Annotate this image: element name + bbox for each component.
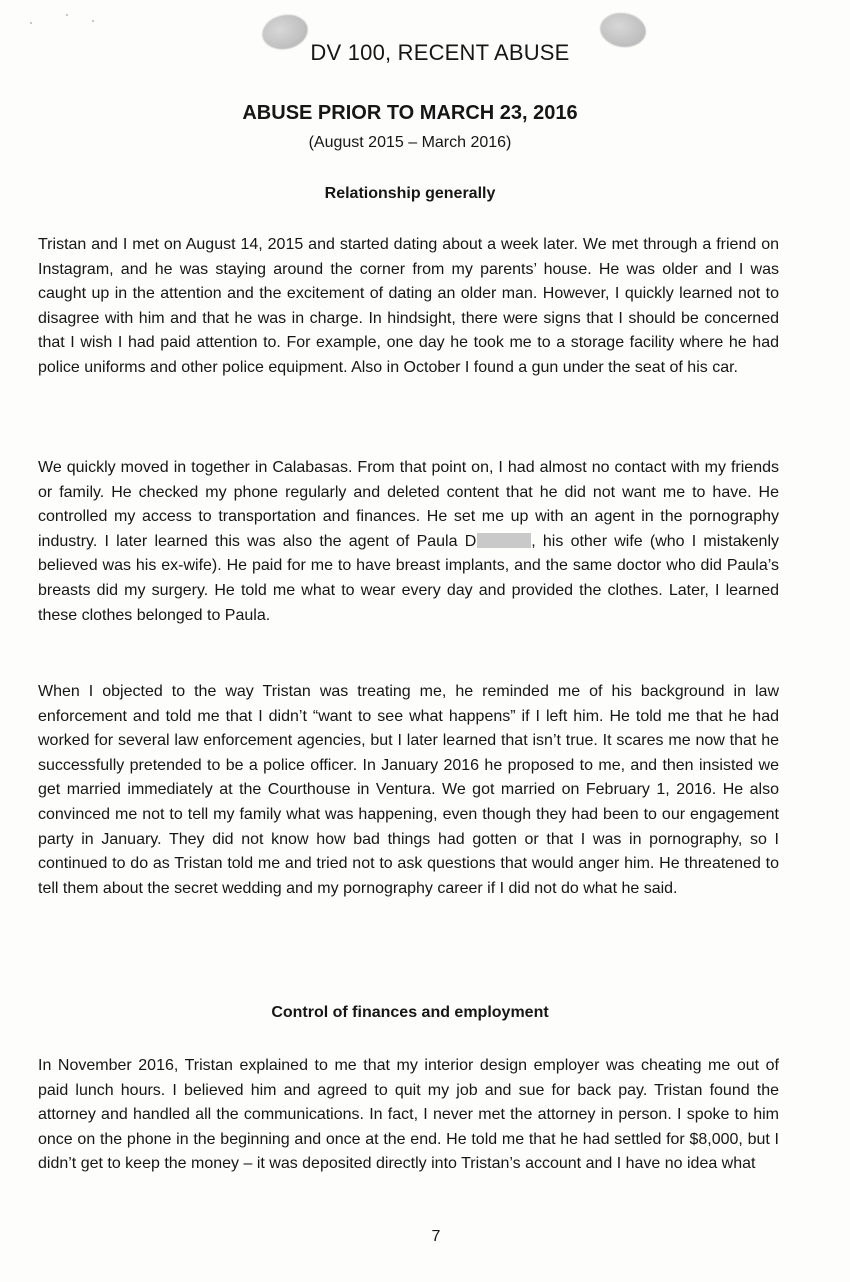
page-number: 7 [431,1228,441,1245]
section-heading-relationship: Relationship generally [324,185,496,202]
header-title: DV 100, RECENT ABUSE [310,40,570,65]
paragraph-relationship-1: Tristan and I met on August 14, 2015 and started dating about a week later. We met through a friend on Instagram, and he was staying around the corner from my parents’ house. He was older and I was caught up in the attention and the excitement of dating an older man. However, I quickly learned not to disagree with him and that he was in charge. In hindsight, there were signs that I should be concerned that I wish I had paid attention to. For example, one day he took me to a storage facility where he had police uniforms and other police equipment. Also in October I found a gun under the seat of his car. [38,236,779,376]
scan-speck [66,14,68,16]
paragraph-relationship-2 [38,456,779,628]
date-range: (August 2015 – March 2016) [308,134,512,151]
section-heading-finances: Control of finances and employment [271,1004,549,1021]
document-title: ABUSE PRIOR TO MARCH 23, 2016 [242,102,578,124]
scan-speck [92,20,94,22]
paragraph-finances-1: In November 2016, Tristan explained to me that my interior design employer was cheating me out of paid lunch hours. I believed him and agreed to quit my job and sue for back pay. Tristan found the attorney and handled all the communications. In fact, I never met the attorney in person. I spoke to him once on the phone in the beginning and once at the end. He told me that he had settled for $8,000, but I didn’t get to keep the money – it was deposited directly into Tristan’s account and I have no idea what [38,1057,779,1173]
paragraph-text-after-redaction: , his other wife (who I mistakenly believed was his ex-wife). He paid for me to have breast implants, and the same doctor who did Paula’s breasts did my surgery. He told me what to wear every day and provided the clothes. Later, I learned these clothes belonged to Paula. [38,532,779,624]
scan-speck [30,22,32,24]
paragraph-relationship-3: When I objected to the way Tristan was treating me, he reminded me of his background in law enforcement and told me that I didn’t “want to see what happens” if I left him. He told me that he had worked for several law enforcement agencies, but I later learned that isn’t true. It scares me now that he successfully pretended to be a police officer. In January 2016 he proposed to me, and then insisted we get married immediately at the Courthouse in Ventura. We got married on February 1, 2016. He also convinced me not to tell my family what was happening, even though they had been to our engagement party in January. They did not know how bad things had gotten or that I was in pornography, so I continued to do as Tristan told me and tried not to ask questions that would anger him. He threatened to tell them about the secret wedding and my pornography career if I did not do what he said. [38,683,779,897]
redaction-box [477,533,531,548]
paragraph-text-before-redaction: We quickly moved in together in Calabasas. From that point on, I had almost no contact with my friends or family. He checked my phone regularly and deleted content that he did not want me to have. He controlled my access to transportation and finances. He set me up with an agent in the pornography industry. I later learned this was also the agent of Paula D [38,459,779,550]
